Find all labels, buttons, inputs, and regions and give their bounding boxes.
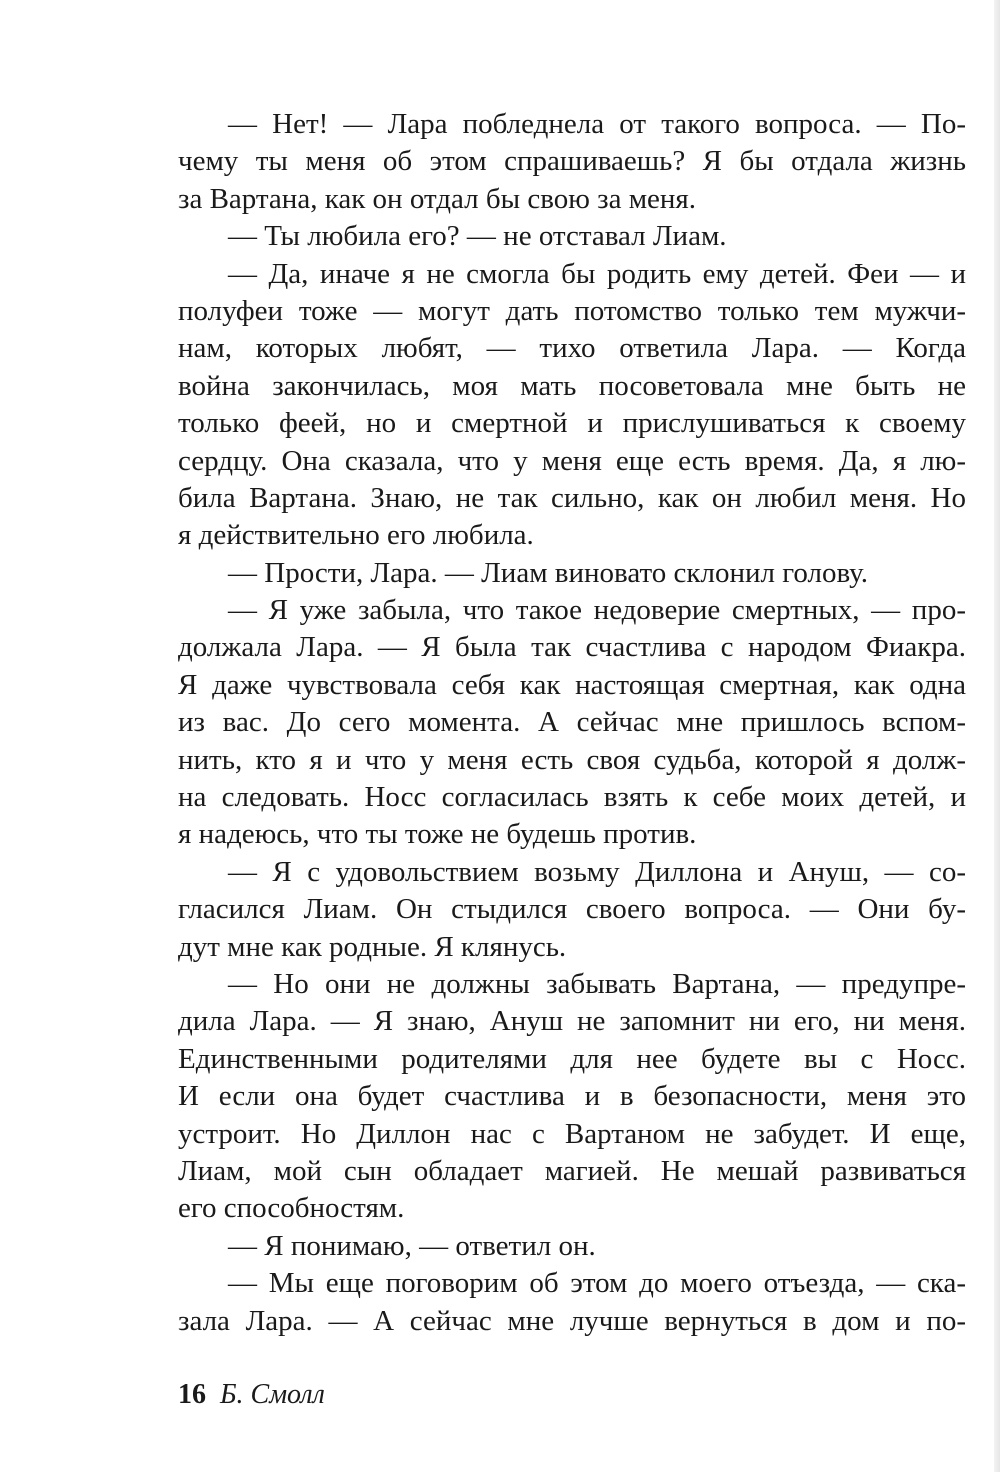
text-line: устроит. Но Диллон нас с Вартаном не забудет. И еще,: [178, 1117, 966, 1150]
text-line: гласился Лиам. Он стыдился своего вопроса. — Они бу-: [178, 893, 966, 926]
text-line: полуфеи тоже — могут дать потомство только тем мужчи-: [178, 294, 966, 327]
text-line: его способностям.: [178, 1192, 405, 1225]
text-line: — Я понимаю, — ответил он.: [228, 1229, 596, 1262]
page-footer: [178, 1378, 325, 1412]
text-line: — Ты любила его? — не отставал Лиам.: [228, 220, 727, 253]
text-line: — Но они не должны забывать Вартана, — предупре-: [228, 967, 966, 1000]
text-line: только феей, но и смертной и прислушиваться к своему: [178, 407, 966, 440]
text-line: — Нет! — Лара побледнела от такого вопроса. — По-: [228, 108, 966, 140]
text-line: чему ты меня об этом спрашиваешь? Я бы отдала жизнь: [178, 145, 966, 178]
text-line: дила Лара. — Я знаю, Ануш не запомнит ни его, ни меня.: [178, 1005, 966, 1038]
text-line: — Мы еще поговорим об этом до моего отъезда, — ска-: [228, 1267, 966, 1300]
text-line: И если она будет счастлива и в безопасности, меня это: [178, 1080, 966, 1113]
text-line: должала Лара. — Я была так счастлива с народом Фиакра.: [178, 631, 966, 664]
text-line: я действительно его любила.: [178, 519, 534, 552]
body-text: [178, 106, 966, 1340]
page-edge: [994, 0, 1000, 1472]
text-line: Единственными родителями для нее будете вы с Носс.: [178, 1042, 966, 1075]
text-line: — Я уже забыла, что такое недоверие смертных, — про-: [228, 594, 966, 627]
text-line: сердцу. Она сказала, что у меня еще есть время. Да, я лю-: [178, 444, 966, 477]
text-line: — Прости, Лара. — Лиам виновато склонил голову.: [228, 556, 869, 589]
text-line: дут мне как родные. Я клянусь.: [178, 930, 567, 963]
text-line: Лиам, мой сын обладает магией. Не мешай развиваться: [178, 1154, 966, 1187]
text-line: Я даже чувствовала себя как настоящая смертная, как одна: [178, 668, 966, 701]
text-line: за Вартана, как он отдал бы свою за меня.: [178, 182, 697, 215]
text-line: била Вартана. Знаю, не так сильно, как он любил меня. Но: [178, 481, 966, 514]
text-line: на следовать. Носс согласилась взять к себе моих детей, и: [178, 781, 966, 814]
text-line: война закончилась, моя мать посоветовала мне быть не: [178, 369, 966, 402]
text-line: нить, кто я и что у меня есть своя судьба, которой я долж-: [178, 743, 966, 776]
text-line: нам, которых любят, — тихо ответила Лара. — Когда: [178, 332, 966, 365]
text-line: я надеюсь, что ты тоже не будешь против.: [178, 818, 697, 851]
text-line: из вас. До сего момента. А сейчас мне пришлось вспом-: [178, 706, 966, 739]
text-line: — Я с удовольствием возьму Диллона и Ануш, — со-: [228, 855, 966, 888]
running-author: Б. Смолл: [220, 1379, 325, 1410]
text-line: — Да, иначе я не смогла бы родить ему детей. Феи — и: [228, 257, 966, 290]
page-number: 16: [178, 1379, 206, 1410]
text-line: зала Лара. — А сейчас мне лучше вернуться в дом и по-: [178, 1304, 966, 1337]
